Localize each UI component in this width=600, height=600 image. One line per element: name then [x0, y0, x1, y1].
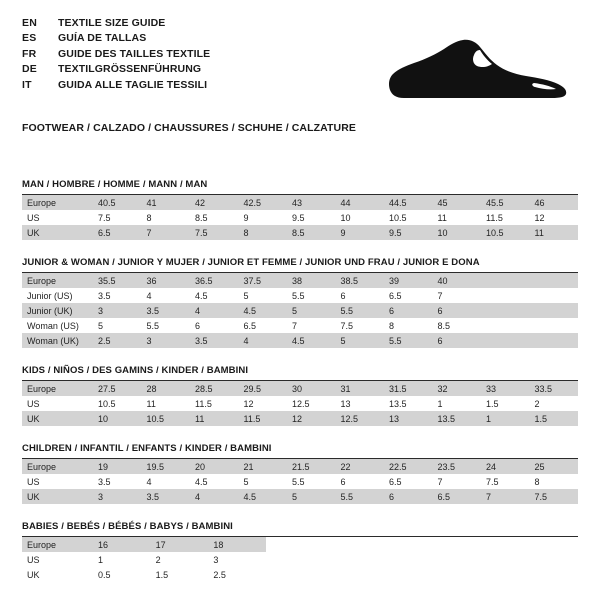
size-cell: 4: [190, 303, 239, 318]
language-title-list-body: [22, 16, 210, 93]
size-cell: 20: [190, 459, 239, 474]
size-cell: 5.5: [336, 489, 385, 504]
table-row: [22, 537, 266, 552]
size-cell: 5.5: [142, 318, 191, 333]
size-cell: 11.5: [481, 210, 530, 225]
row-header: Junior (US): [22, 288, 93, 303]
size-table-body: [22, 459, 578, 504]
language-title: GUÍA DE TALLAS: [58, 32, 147, 45]
size-cell: 37.5: [239, 273, 288, 288]
language-row: [22, 47, 210, 62]
size-cell: 3.5: [93, 288, 142, 303]
size-cell: 12: [239, 396, 288, 411]
table-row: [22, 210, 578, 225]
table-row: [22, 288, 578, 303]
row-header: US: [22, 552, 93, 567]
size-cell: 29.5: [239, 381, 288, 396]
row-header: Europe: [22, 537, 93, 552]
size-cell: 24: [481, 459, 530, 474]
size-cell: 8: [142, 210, 191, 225]
size-cell: 6: [384, 489, 433, 504]
size-cell: [481, 318, 530, 333]
size-cell: 2.5: [208, 567, 266, 582]
size-cell: 4.5: [239, 489, 288, 504]
row-header: Europe: [22, 459, 93, 474]
table-row: [22, 318, 578, 333]
table-row: [22, 567, 266, 582]
size-cell: 6.5: [384, 474, 433, 489]
size-cell: 4: [142, 288, 191, 303]
row-header: Europe: [22, 381, 93, 396]
size-cell: 11.5: [190, 396, 239, 411]
size-group-junior-woman: [22, 257, 578, 348]
size-cell: 33: [481, 381, 530, 396]
size-cell: 7: [433, 288, 482, 303]
row-header: UK: [22, 567, 93, 582]
size-group-kids: [22, 365, 578, 426]
size-cell: 4.5: [190, 288, 239, 303]
size-cell: 32: [433, 381, 482, 396]
size-cell: 12: [287, 411, 336, 426]
size-cell: 46: [530, 195, 579, 210]
size-cell: 42: [190, 195, 239, 210]
table-row: [22, 195, 578, 210]
size-cell: 38: [287, 273, 336, 288]
size-cell: 5.5: [287, 474, 336, 489]
table-row: [22, 333, 578, 348]
table-row: [22, 411, 578, 426]
size-cell: 0.5: [93, 567, 151, 582]
size-group-babies: [22, 521, 578, 582]
language-code: FR: [22, 47, 37, 60]
table-row: [22, 396, 578, 411]
size-cell: 22: [336, 459, 385, 474]
size-cell: 44.5: [384, 195, 433, 210]
size-cell: 8: [239, 225, 288, 240]
size-cell: 6: [433, 303, 482, 318]
row-header: Europe: [22, 273, 93, 288]
size-cell: 38.5: [336, 273, 385, 288]
dress-shoe-icon: [382, 32, 572, 106]
size-cell: 12.5: [287, 396, 336, 411]
size-cell: 10.5: [142, 411, 191, 426]
size-cell: 45: [433, 195, 482, 210]
table-row: [22, 552, 266, 567]
size-cell: 5: [239, 474, 288, 489]
size-cell: 7: [433, 474, 482, 489]
size-cell: [481, 303, 530, 318]
size-cell: 10.5: [93, 396, 142, 411]
size-cell: 7: [481, 489, 530, 504]
size-cell: 3: [93, 303, 142, 318]
size-cell: 33.5: [530, 381, 579, 396]
size-cell: 39: [384, 273, 433, 288]
size-cell: 12: [530, 210, 579, 225]
size-group-label: BABIES / BEBÉS / BÉBÉS / BABYS / BAMBINI: [22, 521, 233, 532]
size-cell: 13.5: [433, 411, 482, 426]
size-cell: [530, 288, 579, 303]
size-cell: 10: [433, 225, 482, 240]
size-cell: [530, 303, 579, 318]
language-title-list: [22, 16, 210, 93]
size-cell: 1.5: [481, 396, 530, 411]
size-cell: 5.5: [384, 333, 433, 348]
row-header: Europe: [22, 195, 93, 210]
size-cell: 4.5: [239, 303, 288, 318]
language-code: ES: [22, 32, 37, 45]
size-cell: 19.5: [142, 459, 191, 474]
size-cell: 9.5: [384, 225, 433, 240]
size-cell: 16: [93, 537, 151, 552]
size-cell: 11: [190, 411, 239, 426]
size-table-body: [22, 381, 578, 426]
size-group-man: [22, 179, 578, 240]
size-table: [22, 273, 578, 348]
size-cell: [481, 273, 530, 288]
size-cell: 6: [384, 303, 433, 318]
size-cell: 8.5: [287, 225, 336, 240]
size-cell: 43: [287, 195, 336, 210]
size-cell: 9: [239, 210, 288, 225]
language-row: [22, 78, 210, 93]
size-table-body: [22, 537, 266, 582]
size-cell: 6: [190, 318, 239, 333]
size-cell: 11: [530, 225, 579, 240]
size-cell: 21: [239, 459, 288, 474]
size-cell: 7: [142, 225, 191, 240]
table-row: [22, 303, 578, 318]
size-cell: 11: [142, 396, 191, 411]
row-header: Junior (UK): [22, 303, 93, 318]
size-cell: 31: [336, 381, 385, 396]
size-cell: 25: [530, 459, 579, 474]
size-cell: 1: [93, 552, 151, 567]
size-cell: 7.5: [93, 210, 142, 225]
size-cell: 10: [93, 411, 142, 426]
size-cell: 12.5: [336, 411, 385, 426]
size-table: [22, 195, 578, 240]
row-header: UK: [22, 225, 93, 240]
size-group-children: [22, 443, 578, 504]
size-cell: 5.5: [287, 288, 336, 303]
size-cell: 21.5: [287, 459, 336, 474]
size-cell: 8.5: [433, 318, 482, 333]
size-cell: [530, 333, 579, 348]
size-cell: 36.5: [190, 273, 239, 288]
size-cell: 3.5: [190, 333, 239, 348]
header: [22, 16, 578, 106]
size-cell: 18: [208, 537, 266, 552]
size-cell: 40.5: [93, 195, 142, 210]
size-cell: 6: [433, 333, 482, 348]
size-cell: 9: [336, 225, 385, 240]
size-cell: 1: [481, 411, 530, 426]
size-cell: 6: [336, 474, 385, 489]
row-header: Woman (UK): [22, 333, 93, 348]
language-row: [22, 62, 210, 77]
size-cell: 3.5: [142, 303, 191, 318]
size-cell: 7.5: [336, 318, 385, 333]
size-cell: 36: [142, 273, 191, 288]
size-cell: 6.5: [239, 318, 288, 333]
language-code: DE: [22, 63, 37, 76]
size-cell: 9.5: [287, 210, 336, 225]
page-title: FOOTWEAR / CALZADO / CHAUSSURES / SCHUHE / CALZATURE: [22, 122, 357, 134]
size-cell: 13: [384, 411, 433, 426]
table-row: [22, 381, 578, 396]
table-row: [22, 273, 578, 288]
size-cell: 8.5: [190, 210, 239, 225]
size-cell: 27.5: [93, 381, 142, 396]
row-header: UK: [22, 411, 93, 426]
size-cell: 5: [287, 303, 336, 318]
table-row: [22, 474, 578, 489]
table-row: [22, 489, 578, 504]
size-cell: [481, 288, 530, 303]
size-cell: 7.5: [530, 489, 579, 504]
size-cell: 13.5: [384, 396, 433, 411]
language-title: TEXTILE SIZE GUIDE: [58, 17, 166, 29]
size-cell: 3: [208, 552, 266, 567]
size-cell: 44: [336, 195, 385, 210]
size-cell: 22.5: [384, 459, 433, 474]
size-group-label: JUNIOR & WOMAN / JUNIOR Y MUJER / JUNIOR ET FEMME / JUNIOR UND FRAU / JUNIOR E DONA: [22, 257, 480, 268]
size-cell: [530, 273, 579, 288]
language-code: IT: [22, 78, 32, 91]
size-cell: 13: [336, 396, 385, 411]
language-title: GUIDA ALLE TAGLIE TESSILI: [58, 78, 208, 91]
table-row: [22, 225, 578, 240]
language-row: [22, 16, 210, 31]
size-cell: [481, 333, 530, 348]
size-cell: 2: [151, 552, 209, 567]
size-table-body: [22, 195, 578, 240]
size-cell: [530, 318, 579, 333]
size-cell: 7.5: [481, 474, 530, 489]
size-cell: 4: [239, 333, 288, 348]
size-cell: 31.5: [384, 381, 433, 396]
language-code: EN: [22, 17, 37, 29]
size-cell: 41: [142, 195, 191, 210]
size-cell: 1: [433, 396, 482, 411]
size-cell: 28: [142, 381, 191, 396]
size-cell: 23.5: [433, 459, 482, 474]
language-title: GUIDE DES TAILLES TEXTILE: [58, 47, 211, 60]
size-cell: 4: [190, 489, 239, 504]
size-cell: 5.5: [336, 303, 385, 318]
size-table: [22, 381, 578, 426]
size-cell: 7.5: [190, 225, 239, 240]
size-cell: 10.5: [481, 225, 530, 240]
size-cell: 3.5: [93, 474, 142, 489]
row-header: UK: [22, 489, 93, 504]
row-header: US: [22, 210, 93, 225]
size-cell: 40: [433, 273, 482, 288]
size-cell: 4.5: [190, 474, 239, 489]
size-cell: 5: [287, 489, 336, 504]
size-group-label: CHILDREN / INFANTIL / ENFANTS / KINDER / BAMBINI: [22, 443, 272, 454]
size-cell: 45.5: [481, 195, 530, 210]
size-cell: 1.5: [530, 411, 579, 426]
table-row: [22, 459, 578, 474]
size-cell: 6: [336, 288, 385, 303]
size-cell: 10.5: [384, 210, 433, 225]
size-cell: 3.5: [142, 489, 191, 504]
size-cell: 6.5: [433, 489, 482, 504]
size-cell: 2: [530, 396, 579, 411]
size-cell: 3: [142, 333, 191, 348]
size-cell: 3: [93, 489, 142, 504]
size-cell: 30: [287, 381, 336, 396]
size-table-body: [22, 273, 578, 348]
size-table: [22, 537, 266, 582]
size-cell: 7: [287, 318, 336, 333]
row-header: US: [22, 396, 93, 411]
size-cell: 5: [93, 318, 142, 333]
size-cell: 42.5: [239, 195, 288, 210]
row-header: Woman (US): [22, 318, 93, 333]
size-cell: 35.5: [93, 273, 142, 288]
size-cell: 1.5: [151, 567, 209, 582]
size-cell: 19: [93, 459, 142, 474]
size-cell: 17: [151, 537, 209, 552]
size-cell: 6.5: [384, 288, 433, 303]
size-group-label: KIDS / NIÑOS / DES GAMINS / KINDER / BAMBINI: [22, 365, 249, 376]
size-cell: 8: [384, 318, 433, 333]
language-row: [22, 31, 210, 46]
size-cell: 8: [530, 474, 579, 489]
size-cell: 11.5: [239, 411, 288, 426]
size-cell: 4.5: [287, 333, 336, 348]
size-cell: 4: [142, 474, 191, 489]
size-cell: 5: [336, 333, 385, 348]
language-title: TEXTILGRÖSSENFÜHRUNG: [58, 63, 202, 76]
size-cell: 28.5: [190, 381, 239, 396]
size-table: [22, 459, 578, 504]
size-cell: 10: [336, 210, 385, 225]
row-header: US: [22, 474, 93, 489]
size-cell: 5: [239, 288, 288, 303]
size-cell: 6.5: [93, 225, 142, 240]
size-cell: 11: [433, 210, 482, 225]
size-group-label: MAN / HOMBRE / HOMME / MANN / MAN: [22, 179, 208, 190]
size-cell: 2.5: [93, 333, 142, 348]
